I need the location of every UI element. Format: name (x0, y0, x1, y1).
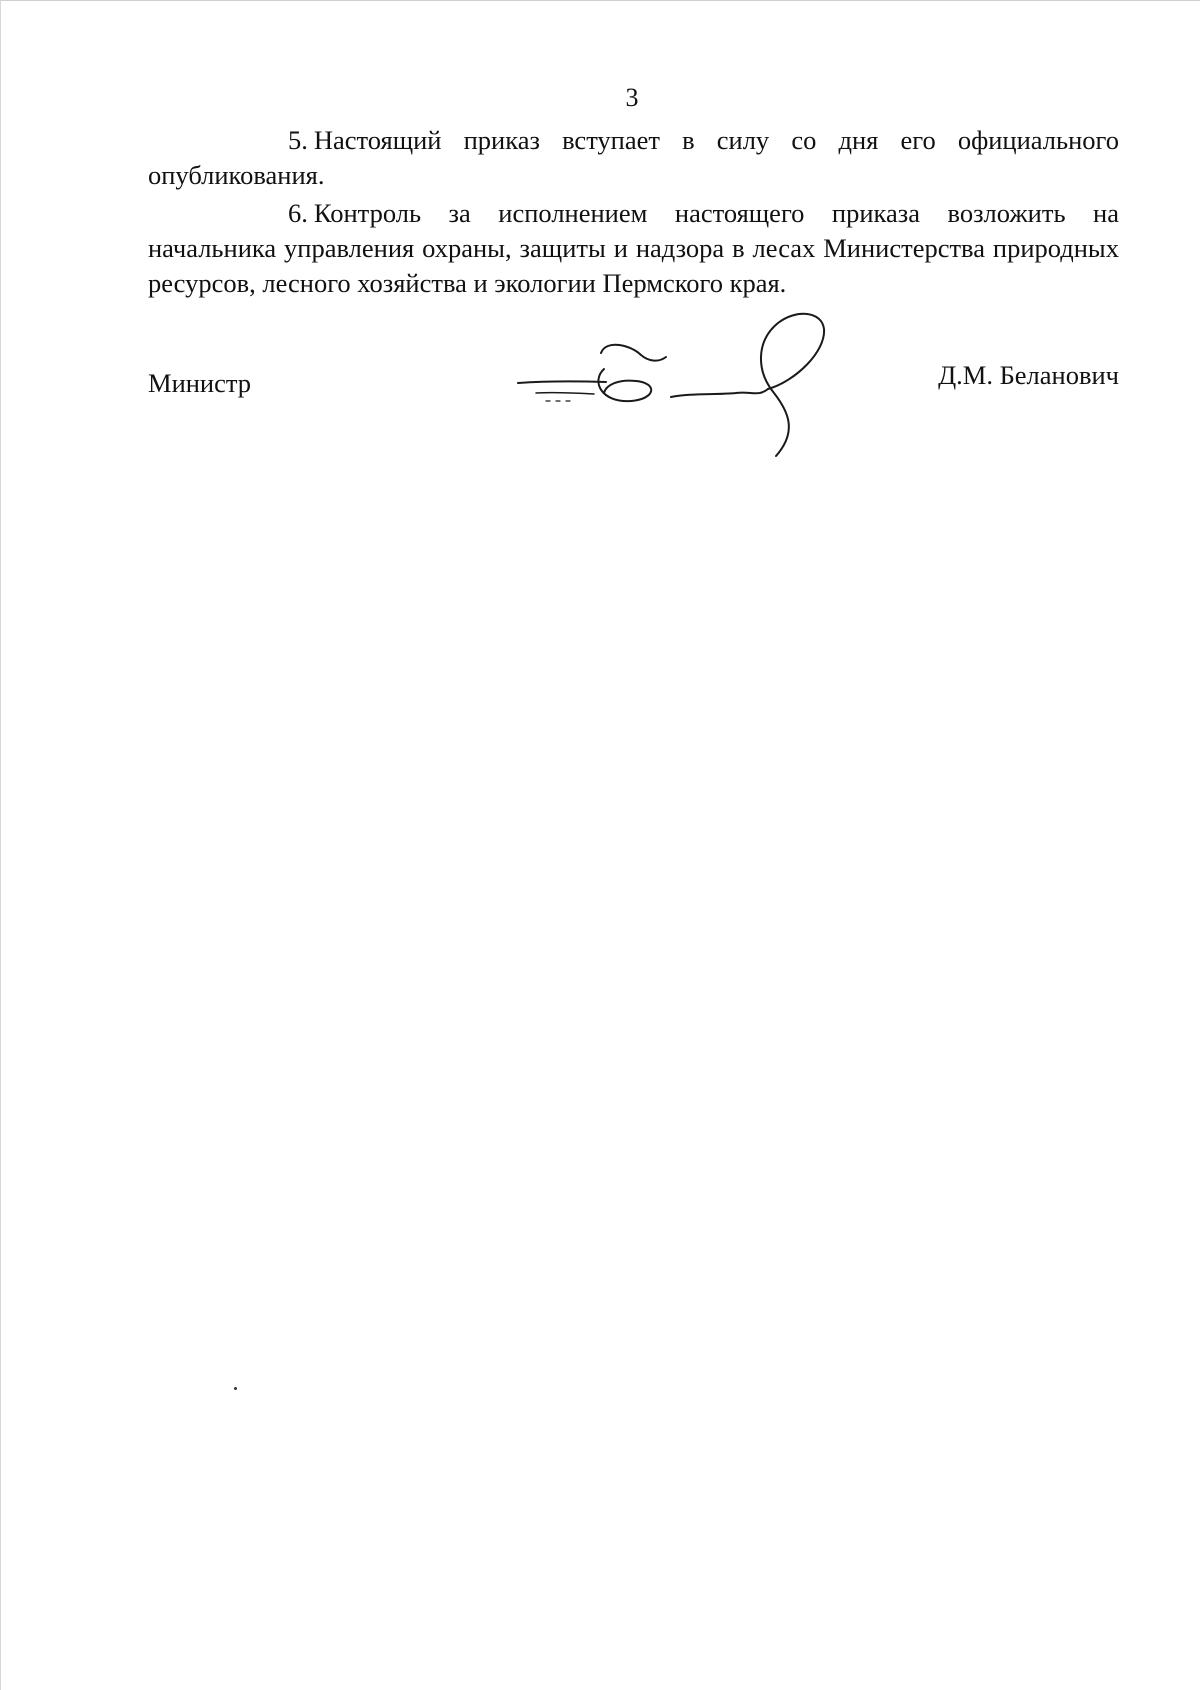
paragraph-text: Настоящий приказ вступает в силу со дня его официального опубликования. (148, 125, 1119, 190)
document-body (148, 123, 1119, 304)
paragraph-6 (148, 196, 1119, 301)
page-number: 3 (625, 83, 639, 112)
scan-speck (234, 1387, 237, 1390)
signer-position: Министр (148, 368, 252, 398)
paragraph-text: Контроль за исполнением настоящего приказа возложить на начальника управления охраны, защиты и надзора в лесах Министерства природных ресурсов, лесного хозяйства и экологии Пермского края. (148, 198, 1119, 298)
paragraph-5 (148, 123, 1119, 193)
handwritten-signature (506, 311, 846, 461)
paragraph-number: 6. (288, 198, 308, 228)
signer-name: Д.М. Беланович (938, 360, 1119, 390)
paragraph-number: 5. (288, 125, 308, 155)
